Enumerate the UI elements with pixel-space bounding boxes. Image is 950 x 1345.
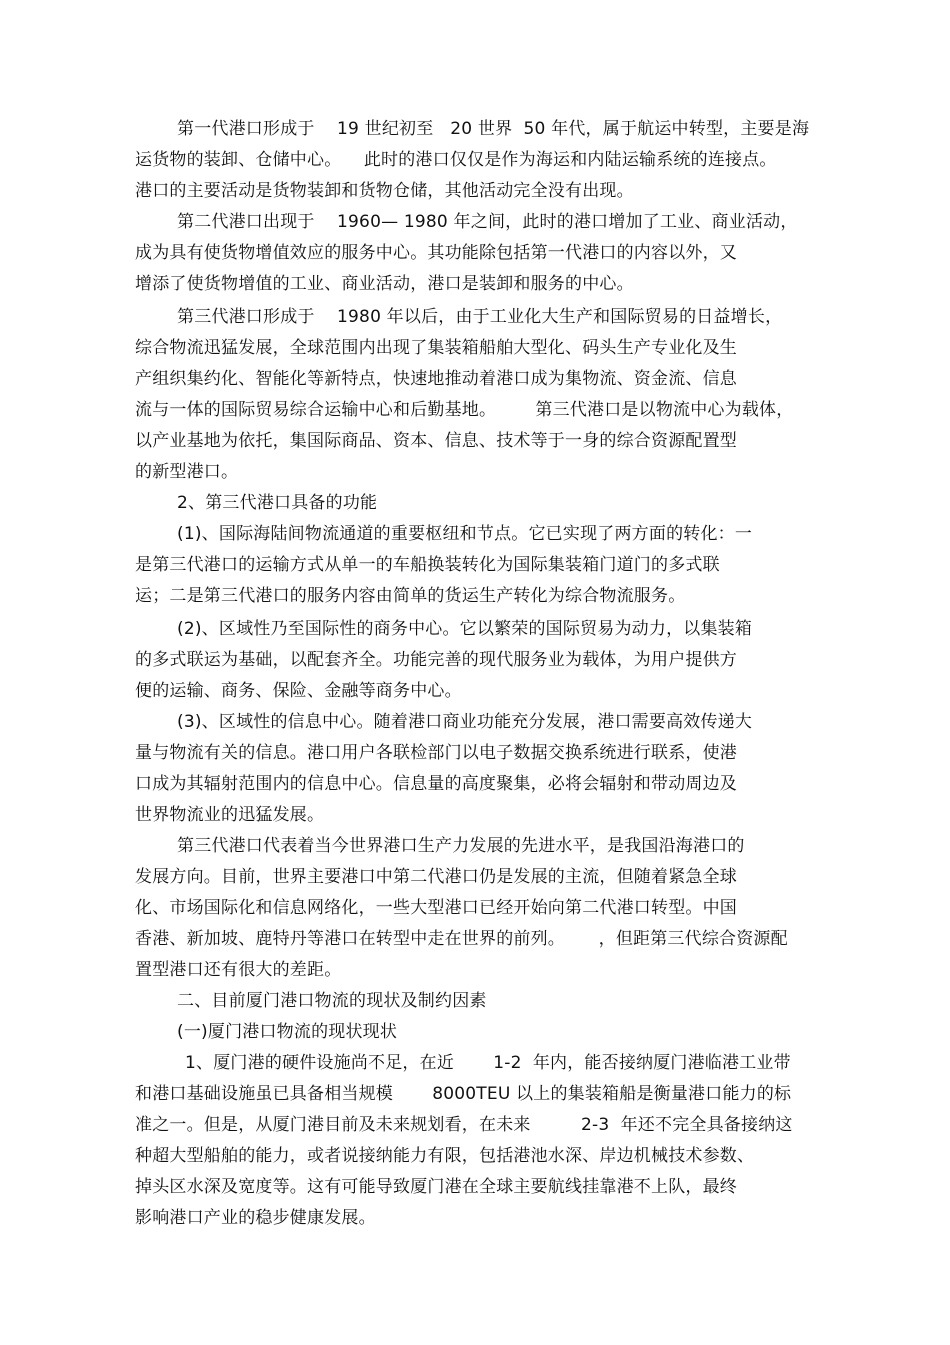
text-line: 第二代港口出现于 1960— 1980 年之间，此时的港口增加了工业、商业活动， [177, 212, 798, 232]
text-line: 第三代港口代表着当今世界港口生产力发展的先进水平，是我国沿海港口的 [177, 836, 745, 856]
text-line: 量与物流有关的信息。港口用户各联检部门以电子数据交换系统进行联系，使港 [135, 743, 737, 763]
text-line: 1、厦门港的硬件设施尚不足，在近 1-2 年内，能否接纳厦门港临港工业带 [185, 1053, 791, 1073]
text-line: (1)、国际海陆间物流通道的重要枢纽和节点。它已实现了两方面的转化：一 [177, 524, 753, 544]
text-line: 增添了使货物增值的工业、商业活动，港口是装卸和服务的中心。 [135, 274, 634, 294]
text-line: 第三代港口形成于 1980 年以后，由于工业化大生产和国际贸易的日益增长， [177, 307, 783, 327]
text-line: 便的运输、商务、保险、金融等商务中心。 [135, 681, 462, 701]
text-line: 准之一。但是，从厦门港目前及未来规划看，在未来 2-3 年还不完全具备接纳这 [135, 1115, 793, 1135]
text-line: 发展方向。目前，世界主要港口中第二代港口仍是发展的主流，但随着紧急全球 [135, 867, 737, 887]
text-line: 综合物流迅猛发展，全球范围内出现了集装箱船舶大型化、码头生产专业化及生 [135, 338, 737, 358]
text-line: 掉头区水深及宽度等。这有可能导致厦门港在全球主要航线挂靠港不上队，最终 [135, 1177, 737, 1197]
text-line: 第一代港口形成于 19 世纪初至 20 世界 50 年代，属于航运中转型，主要是海 [177, 119, 810, 139]
text-line: 化、市场国际化和信息网络化，一些大型港口已经开始向第二代港口转型。中国 [135, 898, 737, 918]
text-line: 口成为其辐射范围内的信息中心。信息量的高度聚集，必将会辐射和带动周边及 [135, 774, 737, 794]
text-line: 以产业基地为依托，集国际商品、资本、信息、技术等于一身的综合资源配置型 [135, 431, 737, 451]
text-line: 的多式联运为基础，以配套齐全。功能完善的现代服务业为载体，为用户提供方 [135, 650, 737, 670]
text-line: 香港、新加坡、鹿特丹等港口在转型中走在世界的前列。 ，但距第三代综合资源配 [135, 929, 788, 949]
text-line: 和港口基础设施虽已具备相当规模 8000TEU 以上的集装箱船是衡量港口能力的标 [135, 1084, 792, 1104]
text-line: 世界物流业的迅猛发展。 [135, 805, 325, 825]
section-heading: 二、目前厦门港口物流的现状及制约因素 [177, 991, 487, 1011]
text-line: 产组织集约化、智能化等新特点，快速地推动着港口成为集物流、资金流、信息 [135, 369, 737, 389]
text-line: 运货物的装卸、仓储中心。 此时的港口仅仅是作为海运和内陆运输系统的连接点。 [135, 150, 777, 170]
text-line: 港口的主要活动是货物装卸和货物仓储，其他活动完全没有出现。 [135, 181, 634, 201]
text-line: 成为具有使货物增值效应的服务中心。其功能除包括第一代港口的内容以外，又 [135, 243, 737, 263]
text-line: 置型港口还有很大的差距。 [135, 960, 342, 980]
text-line: 流与一体的国际贸易综合运输中心和后勤基地。 第三代港口是以物流中心为载体， [135, 400, 794, 420]
text-line: (3)、区域性的信息中心。随着港口商业功能充分发展，港口需要高效传递大 [177, 712, 753, 732]
text-line: 种超大型船舶的能力，或者说接纳能力有限，包括港池水深、岸边机械技术参数、 [135, 1146, 755, 1166]
text-line: 是第三代港口的运输方式从单一的车船换装转化为国际集装箱门道门的多式联 [135, 555, 720, 575]
text-line: 影响港口产业的稳步健康发展。 [135, 1208, 376, 1228]
text-line: (2)、区域性乃至国际性的商务中心。它以繁荣的国际贸易为动力，以集装箱 [177, 619, 753, 639]
section-heading: 2、第三代港口具备的功能 [177, 493, 378, 513]
subsection-heading: (一)厦门港口物流的现状现状 [177, 1022, 398, 1042]
text-line: 运；二是第三代港口的服务内容由简单的货运生产转化为综合物流服务。 [135, 586, 686, 606]
text-line: 的新型港口。 [135, 462, 239, 482]
